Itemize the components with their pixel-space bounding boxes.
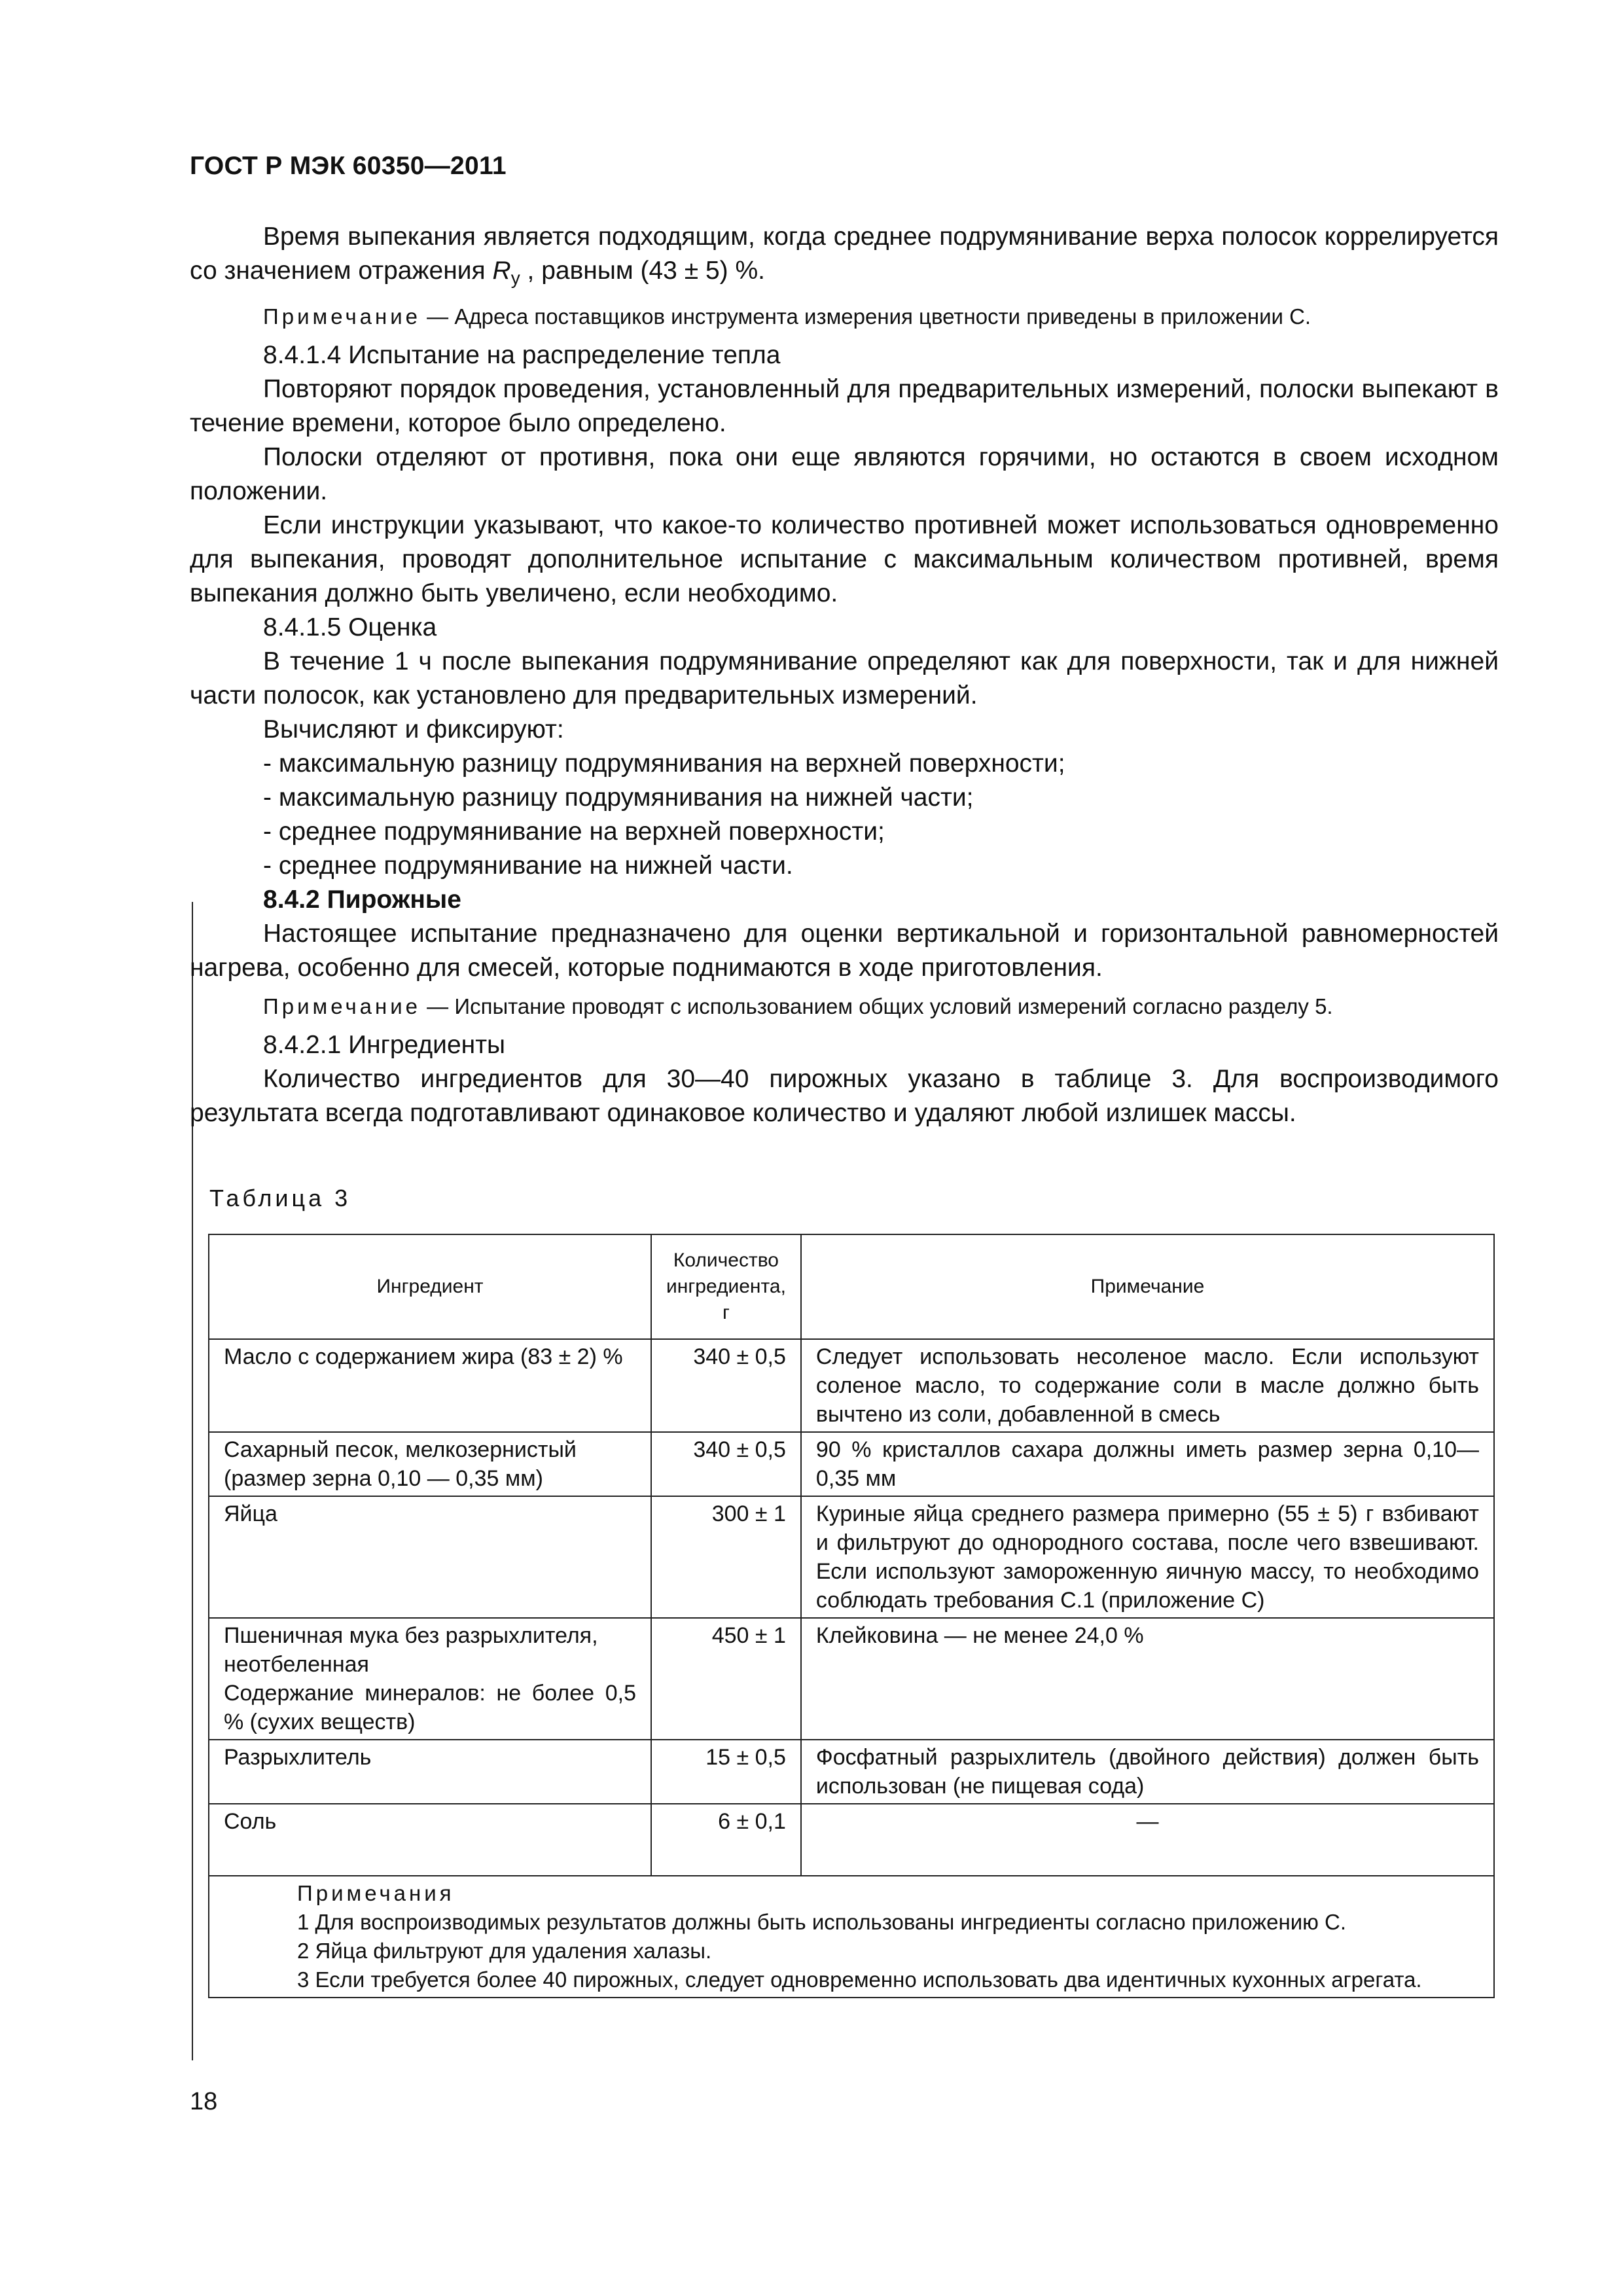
note-1: Примечание — Адреса поставщиков инструмента измерения цветности приведены в приложении С. bbox=[263, 304, 1311, 329]
page-number: 18 bbox=[190, 2088, 218, 2115]
table-cell: Куриные яйца среднего размера примерно (55 ± 5) г взбивают и фильтруют до однородного состава, после чего взвешивают. Если используют замороженную яичную массу, то необходимо соблюдать требования С.1 (приложение С) bbox=[801, 1496, 1494, 1618]
paragraph-separate: Полоски отделяют от противня, пока они еще являются горячими, но остаются в своем исходном положении. bbox=[190, 443, 1499, 505]
ingredients-table bbox=[208, 1234, 1495, 1998]
section-8-4-2-1: 8.4.2.1 Ингредиенты bbox=[263, 1031, 506, 1059]
table-cell: Следует использовать несоленое масло. Если используют соленое масло, то содержание соли в масле должно быть вычтено из соли, добавленной в смесь bbox=[801, 1339, 1494, 1432]
note-2: Примечание — Испытание проводят с использованием общих условий измерений согласно разделу 5. bbox=[263, 994, 1333, 1018]
table-cell: Пшеничная мука без разрыхлителя, неотбеленная Содержание минералов: не более 0,5 % (сухих веществ) bbox=[209, 1618, 651, 1740]
table-row bbox=[209, 1432, 1494, 1496]
paragraph-baking-time: Время выпекания является подходящим, когда среднее подрумянивание верха полосок коррелируется со значением отражения $R_y$ , равным (43 ± 5) %. bbox=[190, 223, 1499, 288]
list-item: - среднее подрумянивание на верхней поверхности; bbox=[263, 817, 885, 846]
table-cell: Фосфатный разрыхлитель (двойного действия) должен быть использован (не пищевая сода) bbox=[801, 1740, 1494, 1804]
list-item: - среднее подрумянивание на нижней части. bbox=[263, 852, 793, 880]
section-8-4-2: 8.4.2 Пирожные bbox=[263, 886, 461, 914]
table-cell: — bbox=[801, 1804, 1494, 1876]
section-8-4-1-5: 8.4.1.5 Оценка bbox=[263, 613, 437, 641]
paragraph-within-hour: В течение 1 ч после выпекания подрумянивание определяют как для поверхности, так и для нижней части полосок, как установлено для предварительных измерений. bbox=[190, 647, 1499, 709]
table-caption: Таблица 3 bbox=[209, 1185, 351, 1211]
table-cell: Разрыхлитель bbox=[209, 1740, 651, 1804]
list-item: - максимальную разницу подрумянивания на верхней поверхности; bbox=[263, 749, 1065, 778]
section-8-4-1-4: 8.4.1.4 Испытание на распределение тепла bbox=[263, 341, 781, 369]
table-notes: Примечания 1 Для воспроизводимых результатов должны быть использованы ингредиенты согласно приложению С. 2 Яйца фильтруют для удаления халазы. 3 Если требуется более 40 пирожных, следует одновременно использовать два идентичных кухонных агрегата. bbox=[209, 1876, 1494, 1998]
table-header-cell: Количество ингредиента, г bbox=[651, 1234, 801, 1339]
table-cell: 340 ± 0,5 bbox=[651, 1432, 801, 1496]
table-cell: Яйца bbox=[209, 1496, 651, 1618]
table-row bbox=[209, 1740, 1494, 1804]
table-row bbox=[209, 1496, 1494, 1618]
table-cell: Клейковина — не менее 24,0 % bbox=[801, 1618, 1494, 1740]
body-text bbox=[190, 220, 1499, 1130]
table-cell: 6 ± 0,1 bbox=[651, 1804, 801, 1876]
document-header: ГОСТ Р МЭК 60350—2011 bbox=[190, 152, 507, 180]
paragraph-repeat: Повторяют порядок проведения, установленный для предварительных измерений, полоски выпекают в течение времени, которое было определено. bbox=[190, 375, 1499, 437]
table-row bbox=[209, 1618, 1494, 1740]
table-cell: Сахарный песок, мелкозернистый (размер зерна 0,10 — 0,35 мм) bbox=[209, 1432, 651, 1496]
table-row bbox=[209, 1339, 1494, 1432]
table-header-row bbox=[209, 1234, 1494, 1339]
table-notes-row bbox=[209, 1876, 1494, 1998]
table-cell: 15 ± 0,5 bbox=[651, 1740, 801, 1804]
table-cell: Соль bbox=[209, 1804, 651, 1876]
table-cell: 450 ± 1 bbox=[651, 1618, 801, 1740]
paragraph-ingredients: Количество ингредиентов для 30—40 пирожных указано в таблице 3. Для воспроизводимого результата всегда подготавливают одинаковое количество и удаляют любой излишек массы. bbox=[190, 1065, 1499, 1127]
table-header-cell: Примечание bbox=[801, 1234, 1494, 1339]
table-row bbox=[209, 1804, 1494, 1876]
list-item: - максимальную разницу подрумянивания на нижней части; bbox=[263, 783, 974, 812]
table-cell: 340 ± 0,5 bbox=[651, 1339, 801, 1432]
table-cell: 300 ± 1 bbox=[651, 1496, 801, 1618]
table-cell: 90 % кристаллов сахара должны иметь размер зерна 0,10—0,35 мм bbox=[801, 1432, 1494, 1496]
table-header-cell: Ингредиент bbox=[209, 1234, 651, 1339]
paragraph-calculate: Вычисляют и фиксируют: bbox=[263, 715, 564, 744]
table-cell: Масло с содержанием жира (83 ± 2) % bbox=[209, 1339, 651, 1432]
paragraph-test-purpose: Настоящее испытание предназначено для оценки вертикальной и горизонтальной равномерностей нагрева, особенно для смесей, которые поднимаются в ходе приготовления. bbox=[190, 920, 1499, 982]
paragraph-instructions: Если инструкции указывают, что какое-то количество противней может использоваться одновременно для выпекания, проводят дополнительное испытание с максимальным количеством противней, время выпекания должно быть увеличено, если необходимо. bbox=[190, 511, 1499, 607]
